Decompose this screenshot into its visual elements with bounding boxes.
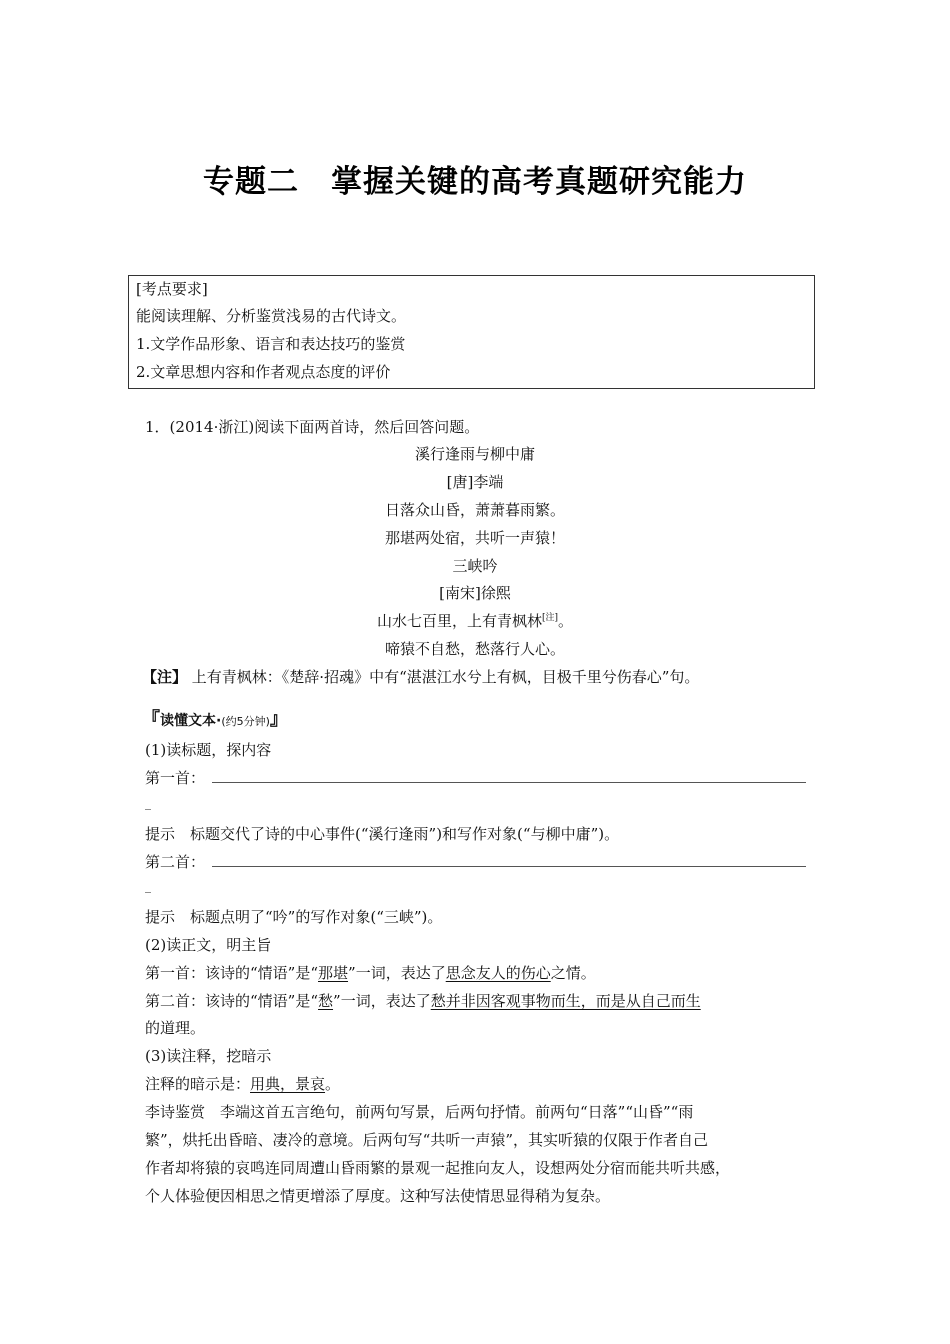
text-span: ”一词，表达了 <box>348 964 446 982</box>
requirements-line: 1.文学作品形象、语言和表达技巧的鉴赏 <box>136 335 406 353</box>
blank-dash: _ <box>145 796 151 810</box>
poem2-line <box>0 610 950 631</box>
poem1-author: [唐]李端 <box>446 473 504 491</box>
poem2-line: 啼猿不自愁，愁落行人心。 <box>384 640 565 658</box>
page-title: 专题二 掌握关键的高考真题研究能力 <box>203 164 747 200</box>
text-span: 。 <box>325 1075 341 1093</box>
requirements-heading: [考点要求] <box>136 280 208 298</box>
note-label: 【注】 <box>142 668 188 686</box>
underlined-answer: 那堪 <box>318 964 349 982</box>
answer-blank <box>212 782 806 783</box>
hint-text: 提示 标题点明了“吟”的写作对象(“三峡”)。 <box>145 908 443 926</box>
text-span: ”一词，表达了 <box>333 992 431 1010</box>
poem1-line: 那堪两处宿，共听一声猿！ <box>384 529 565 547</box>
paragraph <box>145 1073 340 1094</box>
answer-blank <box>212 866 806 867</box>
underlined-answer: 愁并非因客观事物而生，而是从自己而生 <box>430 992 701 1010</box>
analysis-line: 个人体验便因相思之情更增添了厚度。这种写法使情思显得稍为复杂。 <box>145 1187 611 1205</box>
section-time: (约5分钟) <box>221 715 270 728</box>
first-poem-label: 第一首： <box>145 769 206 787</box>
question-stem: 1．(2014·浙江)阅读下面两首诗，然后回答问题。 <box>145 418 480 436</box>
second-poem-label: 第二首： <box>145 853 206 871</box>
analysis-line: 繁”，烘托出昏暗、凄冷的意境。后两句写“共听一声猿”，其实听猿的仅限于作者自己 <box>145 1131 709 1149</box>
poem1-line: 日落众山昏，萧萧暮雨繁。 <box>384 501 565 519</box>
analysis-line: 李诗鉴赏 李端这首五言绝句，前两句写景，后两句抒情。前两句“日落”“山昏”“雨 <box>145 1103 694 1121</box>
poem2-line-text: 山水七百里，上有青枫林 <box>376 612 542 630</box>
text-span: 第二首：该诗的“情语”是“ <box>145 992 319 1010</box>
text-span: 第一首：该诗的“情语”是“ <box>145 964 319 982</box>
note-marker: [注] <box>541 613 559 623</box>
underlined-answer: 愁 <box>318 992 334 1010</box>
step-heading: (1)读标题，探内容 <box>145 741 272 759</box>
poem2-line-end: 。 <box>558 612 574 630</box>
paragraph-continuation: 的道理。 <box>145 1019 206 1037</box>
note <box>142 666 699 687</box>
analysis-line: 作者却将猿的哀鸣连同周遭山昏雨繁的景观一起推向友人，设想两处分宿而能共听共感， <box>145 1159 731 1177</box>
underlined-answer: 用典，景哀 <box>250 1075 326 1093</box>
note-text: 上有青枫林：《楚辞·招魂》中有“湛湛江水兮上有枫，目极千里兮伤春心”句。 <box>191 668 700 686</box>
hint-text: 提示 标题交代了诗的中心事件(“溪行逢雨”)和写作对象(“与柳中庸”)。 <box>145 825 620 843</box>
text-span: 注释的暗示是： <box>145 1075 251 1093</box>
step-heading: (3)读注释，挖暗示 <box>145 1047 272 1065</box>
requirements-box <box>128 275 815 389</box>
poem2-title: 三峡吟 <box>452 557 498 575</box>
section-bracket-open: 『 <box>142 709 160 730</box>
poem2-author: [南宋]徐熙 <box>439 584 511 602</box>
section-heading <box>142 705 288 731</box>
paragraph <box>145 990 701 1011</box>
requirements-line: 2.文章思想内容和作者观点态度的评价 <box>136 363 391 381</box>
paragraph <box>145 962 596 983</box>
text-span: 之情。 <box>550 964 596 982</box>
requirements-line: 能阅读理解、分析鉴赏浅易的古代诗文。 <box>136 307 407 325</box>
step-heading: (2)读正文，明主旨 <box>145 936 272 954</box>
poem1-title: 溪行逢雨与柳中庸 <box>414 445 535 463</box>
section-label: 读懂文本· <box>160 713 222 729</box>
blank-dash: _ <box>145 879 151 893</box>
section-bracket-close: 』 <box>269 709 288 730</box>
underlined-answer: 思念友人的伤心 <box>445 964 551 982</box>
